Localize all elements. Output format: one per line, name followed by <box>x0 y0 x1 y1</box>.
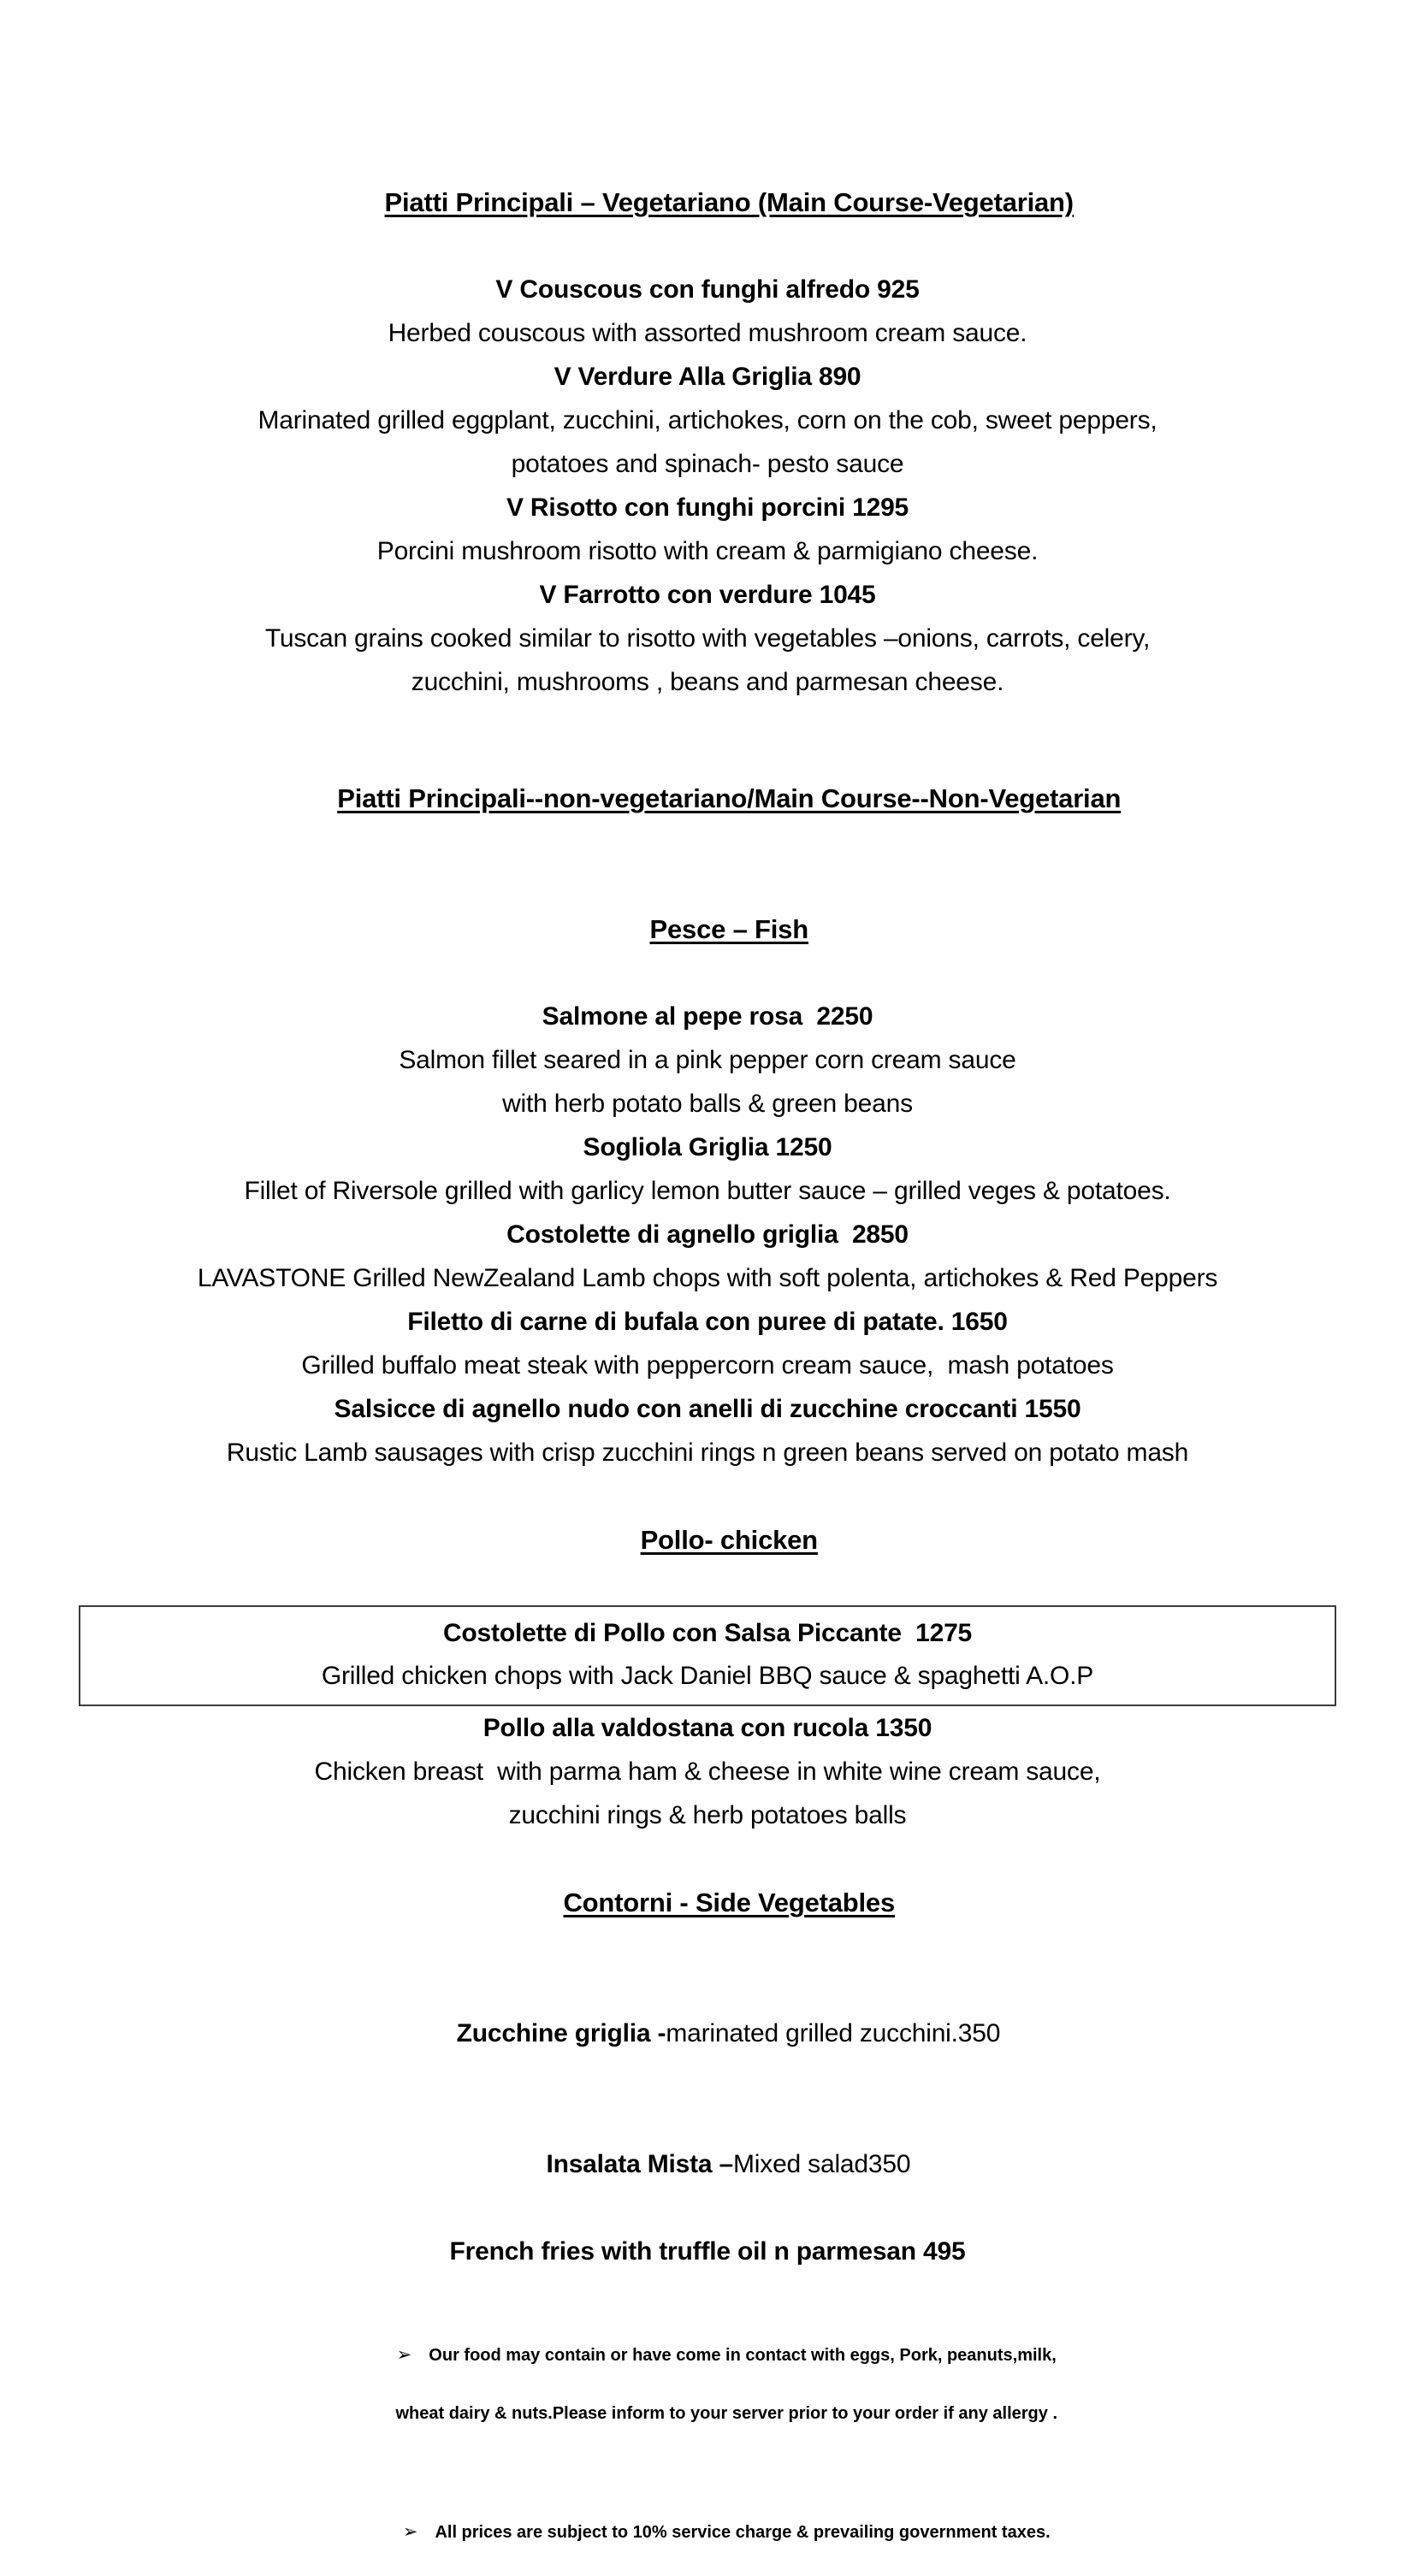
dish-description-verdure-line2: potatoes and spinach- pesto sauce <box>511 450 904 478</box>
subsection-heading-fish-text: Pesce – Fish <box>649 914 808 944</box>
dish-name-risotto: V Risotto con funghi porcini 1295 <box>506 493 909 522</box>
dish-name-pollo-valdostana: Pollo alla valdostana con rucola 1350 <box>483 1714 932 1742</box>
dish-name-filetto-bufala: Filetto di carne di bufala con puree di patate. 1650 <box>407 1308 1008 1336</box>
section-spacer <box>79 704 1336 733</box>
allergy-note <box>79 2311 1336 2457</box>
dish-description-salsicce: Rustic Lamb sausages with crisp zucchini rings n green beans served on potato mash <box>226 1439 1189 1467</box>
dish-name-costolette-pollo: Costolette di Pollo con Salsa Piccante 1275 <box>442 1619 973 1647</box>
side-item-zucchine-description: marinated grilled zucchini.350 <box>666 2019 1001 2047</box>
menu-content <box>79 137 1336 2576</box>
dish-name-couscous: V Couscous con funghi alfredo 925 <box>495 275 920 304</box>
section-heading-vegetarian-text: Piatti Principali – Vegetariano (Main Course-Vegetarian) <box>384 187 1074 217</box>
dish-description-pollo-valdostana-line2: zucchini rings & herb potatoes balls <box>508 1801 907 1829</box>
dish-name-sogliola: Sogliola Griglia 1250 <box>583 1133 832 1161</box>
section-heading-non-vegetarian-text: Piatti Principali--non-vegetariano/Main Course--Non-Vegetarian <box>337 783 1122 813</box>
subsection-heading-side-vegetables <box>79 1837 1336 1968</box>
side-item-insalata <box>79 2099 1336 2230</box>
dish-description-couscous: Herbed couscous with assorted mushroom cream sauce. <box>388 319 1027 347</box>
dish-description-salmone-line1: Salmon fillet seared in a pink pepper corn cream sauce <box>399 1046 1016 1074</box>
side-item-zucchine <box>79 1968 1336 2099</box>
dish-description-risotto: Porcini mushroom risotto with cream & parmigiano cheese. <box>376 537 1039 565</box>
subsection-heading-fish <box>79 864 1336 995</box>
dish-description-costolette-agnello: LAVASTONE Grilled NewZealand Lamb chops with soft polenta, artichokes & Red Peppers <box>197 1264 1218 1292</box>
dish-name-costolette-agnello: Costolette di agnello griglia 2850 <box>506 1220 909 1249</box>
section-heading-vegetarian <box>79 137 1336 268</box>
side-item-insalata-description: Mixed salad350 <box>733 2150 911 2178</box>
footer-notes <box>79 2311 1336 2576</box>
dish-description-verdure-line1: Marinated grilled eggplant, zucchini, artichokes, corn on the cob, sweet peppers, <box>258 406 1157 434</box>
section-heading-non-vegetarian <box>79 733 1336 864</box>
side-item-insalata-name: Insalata Mista – <box>546 2150 734 2178</box>
side-item-zucchine-name: Zucchine griglia - <box>456 2019 666 2047</box>
pricing-note-line1: All prices are subject to 10% service charge & prevailing government taxes. <box>435 2523 1051 2542</box>
dish-description-salmone-line2: with herb potato balls & green beans <box>502 1090 913 1118</box>
side-item-french-fries: French fries with truffle oil n parmesan 495 <box>449 2237 966 2266</box>
subsection-heading-chicken-text: Pollo- chicken <box>640 1525 818 1555</box>
subsection-heading-chicken <box>79 1474 1336 1605</box>
subsection-heading-side-vegetables-text: Contorni - Side Vegetables <box>563 1888 896 1917</box>
dish-name-salsicce: Salsicce di agnello nudo con anelli di zucchine croccanti 1550 <box>334 1395 1081 1423</box>
dish-description-pollo-valdostana-line1: Chicken breast with parma ham & cheese in white wine cream sauce, <box>314 1758 1101 1786</box>
dish-description-farrotto-line2: zucchini, mushrooms , beans and parmesan cheese. <box>411 668 1004 696</box>
bullet-arrow-icon: ➢ <box>402 2521 435 2542</box>
allergy-note-line2: wheat dairy & nuts.Please inform to your server prior to your order if any allergy . <box>395 2404 1057 2423</box>
pricing-note <box>79 2488 1336 2576</box>
dish-name-farrotto: V Farrotto con verdure 1045 <box>539 581 876 609</box>
bullet-arrow-icon: ➢ <box>396 2344 429 2365</box>
allergy-note-line1: Our food may contain or have come in contact with eggs, Pork, peanuts,milk, <box>429 2346 1057 2365</box>
dish-name-verdure: V Verdure Alla Griglia 890 <box>554 363 861 391</box>
dish-name-salmone: Salmone al pepe rosa 2250 <box>542 1002 873 1031</box>
dish-description-costolette-pollo: Grilled chicken chops with Jack Daniel BBQ sauce & spaghetti A.O.P <box>321 1662 1094 1690</box>
dish-description-sogliola: Fillet of Riversole grilled with garlicy lemon butter sauce – grilled veges & potatoes. <box>244 1177 1171 1205</box>
highlighted-dish-box <box>79 1605 1336 1706</box>
dish-description-farrotto-line1: Tuscan grains cooked similar to risotto with vegetables –onions, carrots, celery, <box>264 624 1151 653</box>
dish-description-filetto-bufala: Grilled buffalo meat steak with peppercorn cream sauce, mash potatoes <box>301 1351 1114 1380</box>
